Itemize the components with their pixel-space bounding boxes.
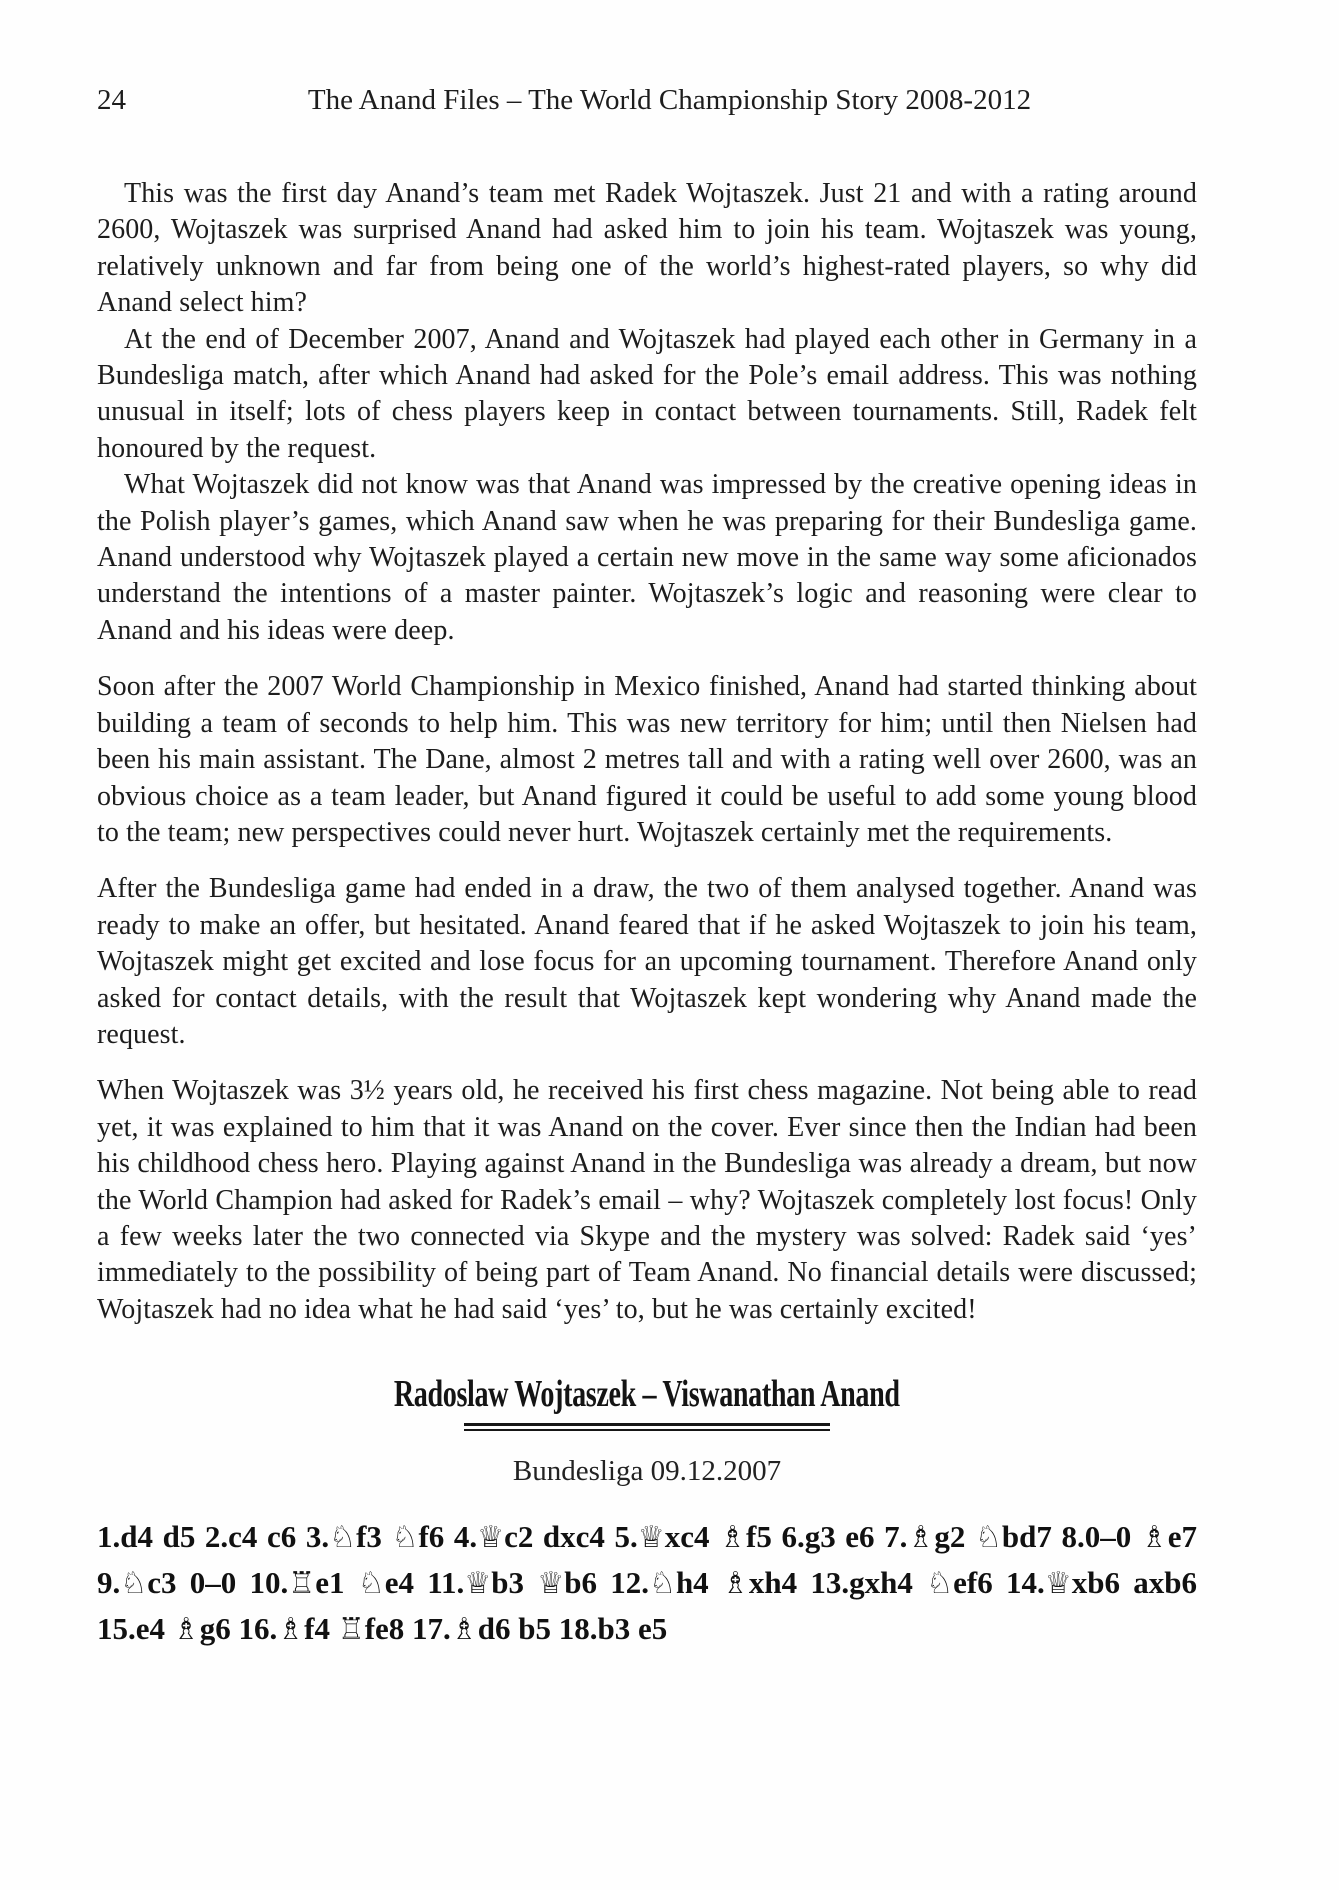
running-header	[0, 84, 1339, 124]
paragraph: At the end of December 2007, Anand and Wojtaszek had played each other in Germany in a Bundesliga match, after which Anand had asked for the Pole’s email address. This was nothing unusual in itself; lots of chess players keep in contact between tournaments. Still, Radek felt honoured by the request.	[97, 323, 1197, 464]
paragraph: After the Bundesliga game had ended in a draw, the two of them analysed together. Anand was ready to make an offer, but hesitated. Anand feared that if he asked Wojtaszek to join his team, Wojtaszek might get excited and lose focus for an upcoming tournament. Therefore Anand only asked for contact details, with the result that Wojtaszek kept wondering why Anand made the request.	[97, 873, 1197, 1050]
game-players: Radoslaw Wojtaszek – Viswanathan Anand	[394, 1373, 900, 1415]
game-moves: 1.d4 d5 2.c4 c6 3.♘f3 ♘f6 4.♕c2 dxc4 5.♕xc4 ♗f5 6.g3 e6 7.♗g2 ♘bd7 8.0–0 ♗e7 9.♘c3 0–0 10.♖e1 ♘e4 11.♕b3 ♕b6 12.♘h4 ♗xh4 13.gxh4 ♘ef6 14.♕xb6 axb6 15.e4 ♗g6 16.♗f4 ♖fe8 17.♗d6 b5 18.b3 e5	[97, 1519, 1198, 1647]
page-number: 24	[97, 84, 126, 116]
game-event: Bundesliga 09.12.2007	[512, 1455, 782, 1487]
double-rule-divider	[464, 1423, 830, 1431]
game-section	[97, 1372, 1197, 1652]
paragraph: When Wojtaszek was 3½ years old, he received his first chess magazine. Not being able to read yet, it was explained to him that it was Anand on the cover. Ever since then the Indian had been his childhood chess hero. Playing against Anand in the Bundesliga was already a dream, but now the World Champion had asked for Radek’s email – why? Wojtaszek completely lost focus! Only a few weeks later the two connected via Skype and the mystery was solved: Radek said ‘yes’ immediately to the possibility of being part of Team Anand. No financial details were discussed; Wojtaszek had no idea what he had said ‘yes’ to, but he was certainly excited!	[97, 1075, 1197, 1325]
paragraph: What Wojtaszek did not know was that Anand was impressed by the creative opening ideas in the Polish player’s games, which Anand saw when he was preparing for their Bundesliga game. Anand understood why Wojtaszek played a certain new move in the same way some aficionados understand the intentions of a master painter. Wojtaszek’s logic and reasoning were clear to Anand and his ideas were deep.	[97, 469, 1197, 646]
game-title	[97, 1372, 1197, 1416]
paragraph: This was the first day Anand’s team met Radek Wojtaszek. Just 21 and with a rating around 2600, Wojtaszek was surprised Anand had asked him to join his team. Wojtaszek was young, relatively unknown and far from being one of the world’s highest-rated players, so why did Anand select him?	[97, 178, 1197, 319]
paragraph: Soon after the 2007 World Championship in Mexico finished, Anand had started thinking about building a team of seconds to help him. This was new territory for him; until then Nielsen had been his main assistant. The Dane, almost 2 metres tall and with a rating well over 2600, was an obvious choice as a team leader, but Anand figured it could be useful to add some young blood to the team; new perspectives could never hurt. Wojtaszek certainly met the requirements.	[97, 671, 1197, 848]
running-title: The Anand Files – The World Championship Story 2008-2012	[307, 84, 1032, 116]
article-body	[97, 176, 1197, 1328]
